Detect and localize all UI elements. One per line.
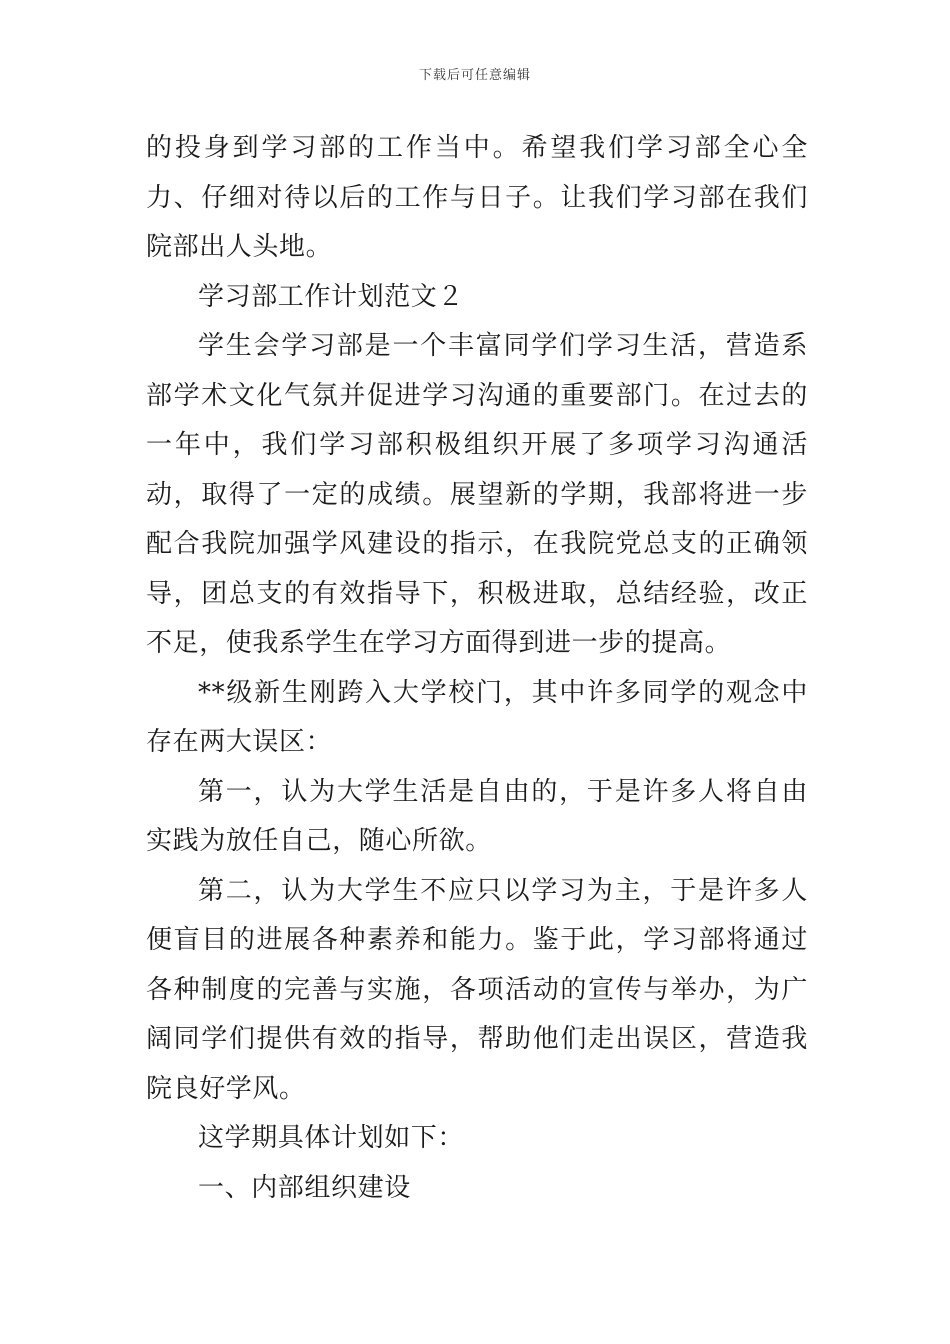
paragraph-misconceptions: **级新生刚跨入大学校门，其中许多同学的观念中存在两大误区： [146, 677, 808, 757]
section-title: 学习部工作计划范文２ [198, 281, 465, 312]
paragraph-intro: 学生会学习部是一个丰富同学们学习生活，营造系部学术文化气氛并促进学习沟通的重要部门。在过去的一年中，我们学习部积极组织开展了多项学习沟通活动，取得了一定的成绩。展望新的学期，我部将进一步配合我院加强学风建设的指示，在我院党总支的正确领导，团总支的有效指导下，积极进取，总结经验，改正不足，使我系学生在学习方面得到进一步的提高。 [146, 331, 808, 658]
page-header: 下载后可任意编辑 [418, 68, 531, 83]
document-body [146, 124, 808, 1213]
plan-item-heading: 一、内部组织建设 [198, 1172, 411, 1203]
paragraph-continuation: 的投身到学习部的工作当中。希望我们学习部全心全力、仔细对待以后的工作与日子。让我们学习部在我们院部出人头地。 [146, 133, 808, 262]
paragraph-first-point: 第一，认为大学生活是自由的，于是许多人将自由实践为放任自己，随心所欲。 [146, 776, 808, 856]
paragraph-second-point: 第二，认为大学生不应只以学习为主，于是许多人便盲目的进展各种素养和能力。鉴于此，学习部将通过各种制度的完善与实施，各项活动的宣传与举办，为广阔同学们提供有效的指导，帮助他们走出误区，营造我院良好学风。 [146, 875, 808, 1104]
plan-intro-line: 这学期具体计划如下： [198, 1123, 465, 1153]
